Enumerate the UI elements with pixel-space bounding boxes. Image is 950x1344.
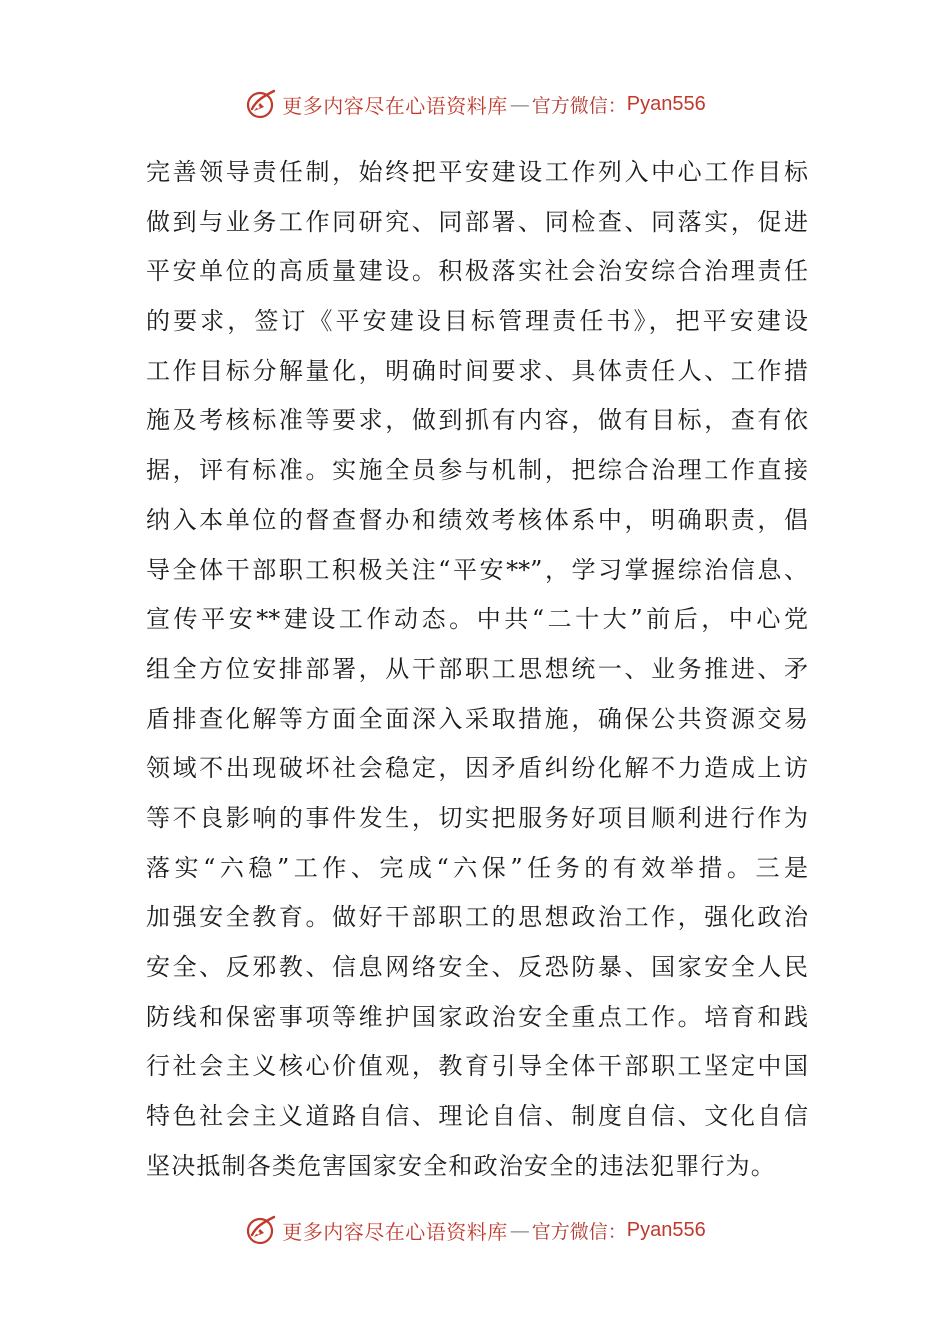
footer-banner xyxy=(0,1210,950,1250)
body-line: 纳入本单位的督查督办和绩效考核体系中，明确职责，倡 xyxy=(146,505,808,534)
body-line: 防线和保密事项等维护国家政治安全重点工作。培育和践 xyxy=(146,1002,808,1031)
body-line: 平安单位的高质量建设。积极落实社会治安综合治理责任 xyxy=(146,257,808,286)
header-banner xyxy=(0,84,950,124)
body-line: 坚决抵制各类危害国家安全和政治安全的违法犯罪行为。 xyxy=(146,1151,776,1180)
body-line: 落实“六稳”工作、完成“六保”任务的有效举措。三是 xyxy=(146,853,808,882)
footer-dash: — xyxy=(509,1218,530,1242)
footer-wechat-label: 官方微信： xyxy=(531,1220,627,1243)
body-line: 据，评有标准。实施全员参与机制，把综合治理工作直接 xyxy=(146,456,808,485)
pen-nib-logo-icon xyxy=(244,1213,278,1247)
header-dash: — xyxy=(509,92,530,116)
body-line: 等不良影响的事件发生，切实把服务好项目顺利进行作为 xyxy=(146,803,808,832)
header-wechat-id: Pyan556 xyxy=(626,92,706,115)
header-brand-text: 更多内容尽在心语资料库 xyxy=(282,93,508,118)
body-line: 导全体干部职工积极关注“平安**”，学习掌握综治信息、 xyxy=(146,555,808,584)
header-wechat-label: 官方微信： xyxy=(531,94,627,117)
body-line: 完善领导责任制，始终把平安建设工作列入中心工作目标 xyxy=(146,158,808,186)
document-body xyxy=(146,148,808,1191)
body-line: 组全方位安排部署，从干部职工思想统一、业务推进、矛 xyxy=(146,654,808,683)
body-line: 加强安全教育。做好干部职工的思想政治工作，强化政治 xyxy=(146,903,808,932)
body-line: 施及考核标准等要求，做到抓有内容，做有目标，查有依 xyxy=(146,406,808,435)
body-line: 盾排查化解等方面全面深入采取措施，确保公共资源交易 xyxy=(146,704,808,733)
body-line: 领域不出现破坏社会稳定，因矛盾纠纷化解不力造成上访 xyxy=(146,754,808,783)
body-line: 工作目标分解量化，明确时间要求、具体责任人、工作措 xyxy=(146,356,808,385)
pen-nib-logo-icon xyxy=(244,87,278,121)
body-line: 的要求，签订《平安建设目标管理责任书》，把平安建设 xyxy=(146,307,808,336)
body-line: 特色社会主义道路自信、理论自信、制度自信、文化自信 xyxy=(146,1102,808,1131)
footer-wechat-id: Pyan556 xyxy=(626,1218,706,1241)
body-line: 安全、反邪教、信息网络安全、反恐防暴、国家安全人民 xyxy=(146,953,808,981)
body-line: 宣传平安**建设工作动态。中共“二十大”前后，中心党 xyxy=(146,605,808,634)
footer-brand-text: 更多内容尽在心语资料库 xyxy=(282,1219,508,1244)
body-line: 做到与业务工作同研究、同部署、同检查、同落实，促进 xyxy=(146,207,808,236)
body-line: 行社会主义核心价值观，教育引导全体干部职工坚定中国 xyxy=(146,1052,808,1081)
